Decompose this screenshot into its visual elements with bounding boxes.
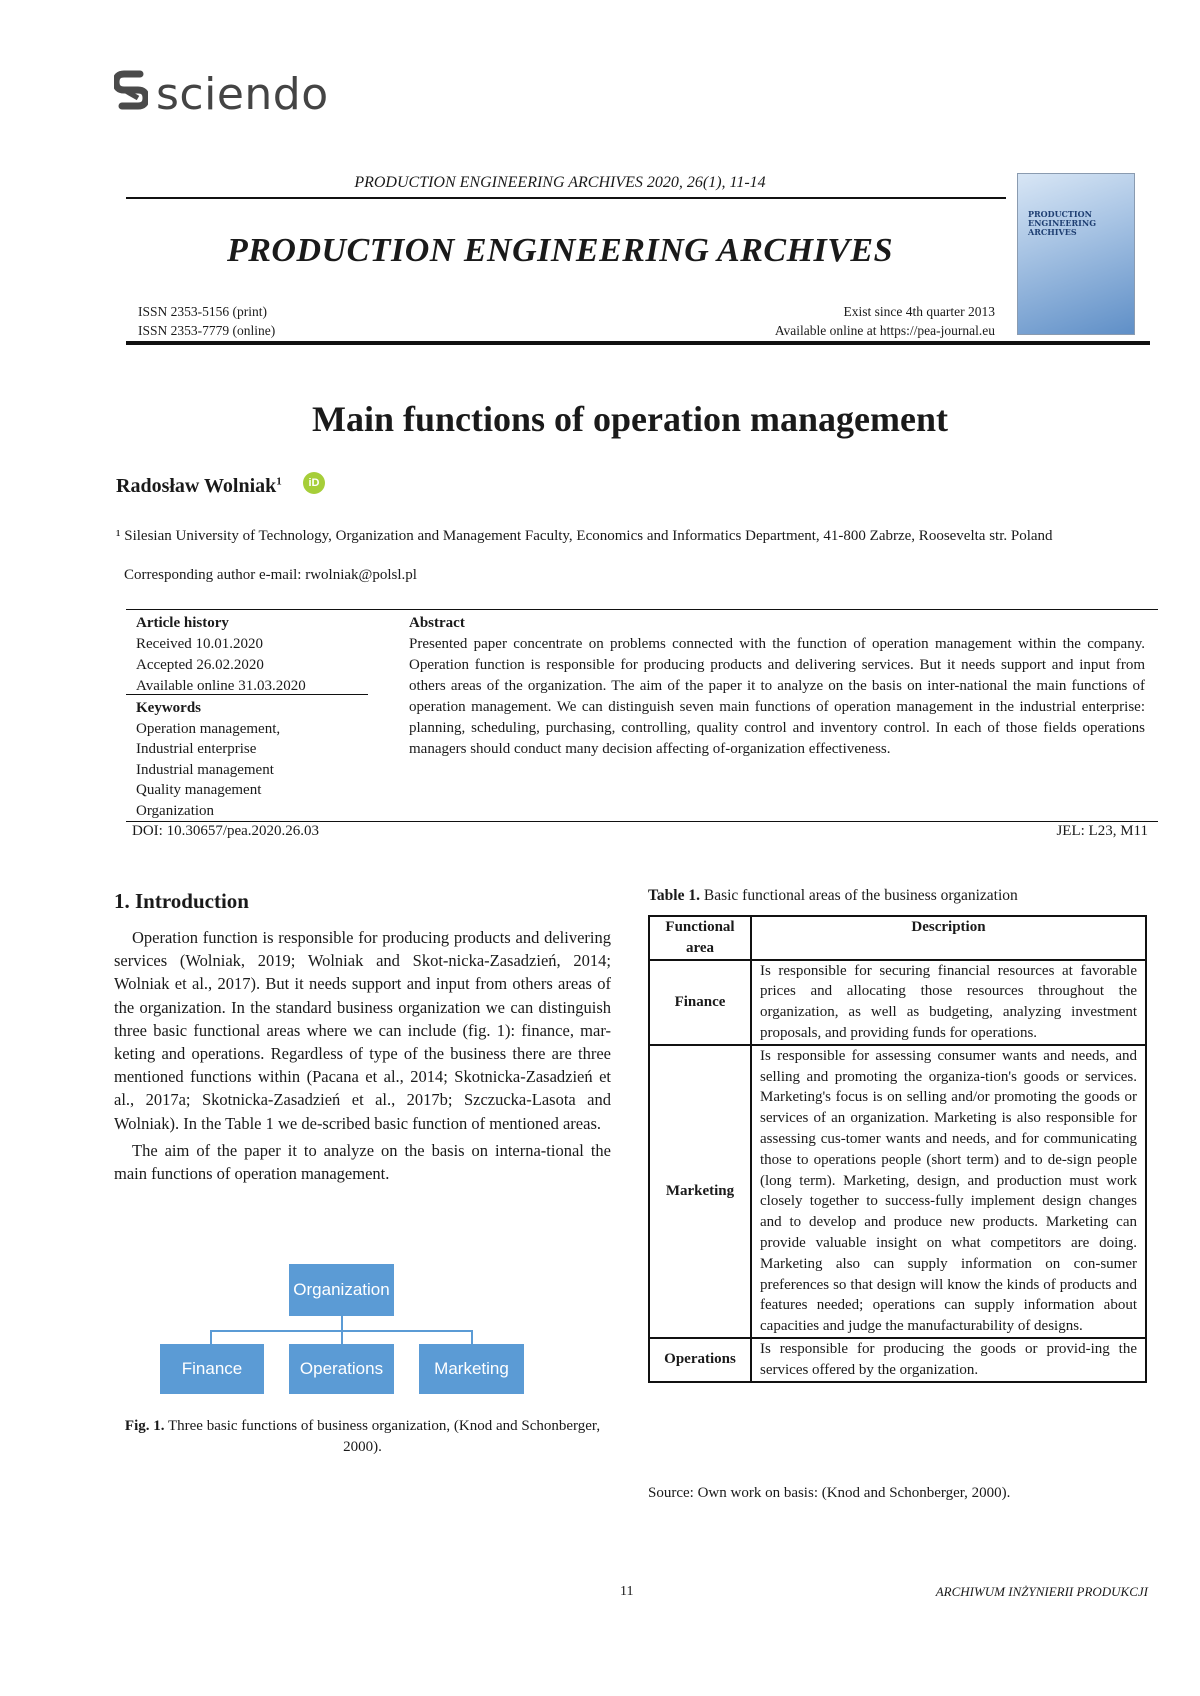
table-header-area: Functional area	[649, 916, 751, 960]
orcid-icon[interactable]: iD	[303, 472, 325, 494]
table-cell-description: Is responsible for producing the goods or provid-ing the services offered by the organization.	[751, 1338, 1146, 1382]
abstract-text: Presented paper concentrate on problems connected with the function of operation management within the company. Operation function is responsible for producing products and delivering services. But it needs support and input from others areas of the organization. The aim of the paper it to analyze on the basis on inter-national the main functions of operation management. We can distinguish seven main functions of operation management in the industrial enterprise: planning, scheduling, purchasing, controlling, quality control and inventory control. In each of those fields operations managers should conduct many decision affecting of-organization effectiveness.	[409, 636, 1145, 757]
keywords	[136, 698, 368, 821]
info-bottom-rule	[126, 821, 1158, 822]
keywords-heading: Keywords	[136, 700, 201, 716]
keyword-item: Quality management	[136, 782, 262, 798]
doi[interactable]: DOI: 10.30657/pea.2020.26.03	[132, 823, 320, 839]
figure-caption	[114, 1416, 611, 1458]
author-name	[116, 475, 282, 498]
table-cell-description: Is responsible for securing financial resources at favorable prices and allocating those resources throughout the organization, as well as budgeting, analyzing investment proposals, and providing funds for operations.	[751, 960, 1146, 1045]
intro-paragraph-1: Operation function is responsible for producing products and delivering services (Wolniak, 2019; Wolniak and Skot-nicka-Zasadzień, 2014; Wolniak et al., 2017). But it needs support and input from others areas of the organization. In the standard business organization we can distinguish three basic functional areas where we can include (fig. 1): finance, mar-keting and operations. Regardless of type of the business there are three mentioned functions within (Pacana et al., 2014; Skotnicka-Zasadzień et al., 2017a; Skotnicka-Zasadzień et al., 2017b; Szczucka-Lasota and Wolniak). In the Table 1 we de-scribed basic function of mentioned areas.	[114, 928, 611, 1133]
abstract	[409, 613, 1145, 760]
journal-running-line: PRODUCTION ENGINEERING ARCHIVES 2020, 26(1), 11-14	[354, 174, 766, 191]
table-row	[649, 960, 1146, 1045]
history-heading: Article history	[136, 615, 229, 631]
sciendo-wordmark: sciendo	[156, 68, 329, 120]
exist-since: Exist since 4th quarter 2013	[843, 304, 995, 319]
chart-box-operations: Operations	[289, 1344, 394, 1394]
cover-title: PRODUCTION ENGINEERING ARCHIVES	[1028, 209, 1097, 237]
table-row	[649, 1338, 1146, 1382]
table-cell-area: Finance	[649, 960, 751, 1045]
chart-connector	[341, 1330, 343, 1344]
keyword-item: Industrial enterprise	[136, 741, 257, 757]
history-online: Available online 31.03.2020	[136, 678, 306, 694]
issn-block	[138, 302, 275, 340]
info-top-rule	[126, 609, 1158, 610]
introduction-text	[114, 926, 611, 1185]
issn-print: ISSN 2353-5156 (print)	[138, 304, 267, 319]
journal-title: PRODUCTION ENGINEERING ARCHIVES	[226, 232, 894, 269]
table-cell-area: Operations	[649, 1338, 751, 1382]
author-name-text: Radosław Wolniak	[116, 475, 277, 497]
table-cell-area: Marketing	[649, 1045, 751, 1338]
header-thick-rule	[126, 341, 1150, 345]
sciendo-logo	[114, 66, 329, 122]
issn-online: ISSN 2353-7779 (online)	[138, 323, 276, 338]
availability-block	[775, 302, 995, 340]
available-online[interactable]: Available online at https://pea-journal.eu	[774, 323, 995, 338]
chart-connector	[471, 1330, 473, 1344]
table-row	[649, 1045, 1146, 1338]
table-caption-label: Table 1.	[648, 887, 700, 904]
affiliation: ¹ Silesian University of Technology, Organization and Management Faculty, Economics and Informatics Department, 41-800 Zabrze, Roosevelta str. Poland	[116, 528, 1053, 544]
section-heading-introduction: 1. Introduction	[114, 889, 249, 913]
corresponding-author: Corresponding author e-mail: rwolniak@polsl.pl	[124, 567, 417, 583]
keyword-item: Organization	[136, 802, 215, 819]
functional-areas-table	[648, 915, 1147, 1383]
history-received: Received 10.01.2020	[136, 636, 264, 652]
abstract-heading: Abstract	[409, 615, 465, 631]
keyword-item: Industrial management	[136, 761, 274, 778]
intro-paragraph-2: The aim of the paper it to analyze on the basis on interna-tional the main functions of operation management.	[114, 1140, 611, 1184]
sciendo-logo-icon	[114, 70, 148, 118]
chart-box-finance: Finance	[160, 1344, 264, 1394]
chart-box-marketing: Marketing	[419, 1344, 524, 1394]
table-header-row	[649, 916, 1146, 960]
header-rule	[126, 197, 1006, 199]
figure-caption-label: Fig. 1.	[124, 1418, 165, 1434]
table-cell-description: Is responsible for assessing consumer wants and needs, and selling and promoting the organiza-tion's goods or services. Marketing's focus is on selling and/or promoting the goods or services of an organization. Marketing is also responsible for assessing cus-tomer wants and needs, and for communicating those to operations people (short term) and to de-sign people (long term). Marketing, design, and production must work closely together to success-fully implement design changes and to develop and produce new products. Marketing can provide valuable insight on what competitors are doing. Marketing also can supply information on con-sumer preferences so that design will know the kinds of products and features needed; operations can supply information about capacities and judge the manufacturability of designs.	[751, 1045, 1146, 1338]
table-source: Source: Own work on basis: (Knod and Schonberger, 2000).	[648, 1485, 1011, 1501]
page-number: 11	[620, 1584, 634, 1599]
jel-codes: JEL: L23, M11	[1056, 823, 1148, 839]
author-sup: 1	[276, 475, 282, 488]
table-caption	[648, 887, 1018, 905]
keyword-item: Operation management,	[136, 720, 281, 737]
journal-cover-image	[1017, 173, 1135, 335]
figure-caption-text: Three basic functions of business organization, (Knod and Schonberger, 2000).	[164, 1418, 601, 1455]
article-history	[136, 613, 368, 697]
footer-journal-name: ARCHIWUM INŻYNIERII PRODUKCJI	[935, 1584, 1148, 1599]
chart-box-organization: Organization	[289, 1264, 394, 1316]
history-rule	[126, 694, 368, 695]
chart-connector	[210, 1330, 212, 1344]
history-accepted: Accepted 26.02.2020	[136, 657, 264, 673]
chart-connector	[341, 1316, 343, 1330]
table-caption-text: Basic functional areas of the business organization	[699, 887, 1018, 904]
paper-title: Main functions of operation management	[312, 399, 948, 439]
table-header-description: Description	[751, 916, 1146, 960]
